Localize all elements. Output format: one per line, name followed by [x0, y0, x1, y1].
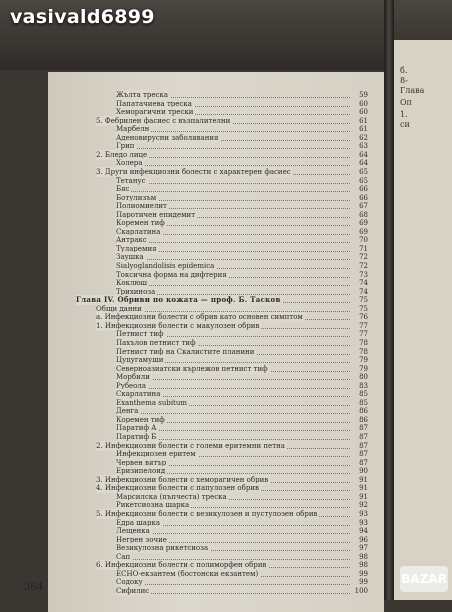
toc-entry-title: Паратиф А	[116, 424, 157, 433]
toc-entry-page: 83	[359, 381, 368, 390]
toc-entry-page: 93	[359, 509, 368, 518]
toc-entry-page: 73	[359, 270, 368, 279]
toc-entry-title: Морбили	[116, 373, 150, 382]
toc-entry-title: Марсилска (пъпчеста) треска	[116, 492, 227, 501]
toc-entry-page: 68	[359, 210, 368, 219]
toc-entry-page: 97	[359, 544, 368, 553]
toc-entry-page: 62	[359, 133, 368, 142]
toc-entry-page: 87	[359, 424, 368, 433]
toc-entry-title: Еризипелоид	[116, 467, 166, 476]
toc-entry-title: Коклюш	[116, 279, 148, 288]
toc-entry-title: Тетанус	[116, 176, 146, 185]
book-page	[48, 72, 384, 612]
toc-entry-title: Папатачиева треска	[116, 99, 192, 108]
toc-entry-title: Северноазиатски кърлежов петнист тиф	[116, 364, 268, 373]
dot-leader	[116, 176, 350, 184]
bazar-logo: BAZAR	[400, 566, 448, 592]
toc-entry-page: 92	[359, 501, 368, 510]
toc-entry-title: Токсична форма на дифтерия	[116, 270, 227, 279]
toc-entry-title: Петнист тиф	[116, 330, 164, 339]
toc-entry-page: 85	[359, 390, 368, 399]
toc-entry-page: 91	[359, 484, 368, 493]
toc-entry-title: ECHO-екзантем (бостонски екзантем)	[116, 569, 259, 578]
dot-leader	[116, 141, 350, 149]
toc-entry-title: Петнист тиф на Скалистите планини	[116, 347, 255, 356]
toc-entry-title: Пахълов петнист тиф	[116, 338, 196, 347]
toc-entry-title: Общи данни	[96, 304, 142, 313]
toc-entry-page: 66	[359, 185, 368, 194]
toc-entry-page: 86	[359, 407, 368, 416]
dot-leader	[116, 158, 350, 166]
toc-entry-page: 65	[359, 167, 368, 176]
toc-entry-page: 71	[359, 244, 368, 253]
toc-entry-title: Везикулозна рикетсиоза	[116, 544, 209, 553]
toc-entry-title: Рикетсиозна шарка	[116, 501, 190, 510]
toc-entry	[48, 586, 368, 596]
toc-entry-page: 98	[359, 561, 368, 570]
toc-entry-title: 1. Инфекциозни болести с макулозен обрив	[96, 321, 260, 330]
toc-entry-title: Жълта треска	[116, 91, 169, 99]
toc-entry-title: Холера	[116, 159, 143, 168]
toc-entry-page: 87	[359, 441, 368, 450]
toc-entry-page: 99	[359, 578, 368, 587]
toc-entry-title: Рубеола	[116, 381, 147, 390]
dot-leader	[116, 552, 350, 560]
toc-entry-title: Марбелн	[116, 125, 150, 134]
facing-page-text: 1.	[400, 110, 408, 119]
toc-entry-page: 79	[359, 356, 368, 365]
dot-leader	[116, 406, 350, 414]
toc-entry-page: 93	[359, 518, 368, 527]
toc-entry-title: 2. Бледо лице	[96, 150, 148, 159]
toc-entry-page: 90	[359, 467, 368, 476]
toc-entry-page: 65	[359, 176, 368, 185]
toc-entry-page: 63	[359, 142, 368, 151]
toc-entry-title: Инфекциозен еритем	[116, 450, 196, 459]
toc-entry-title: 4. Инфекциозни болести с папулозен обрив	[96, 484, 259, 493]
facing-page-text: 8-	[400, 76, 408, 85]
toc-entry-page: 67	[359, 202, 368, 211]
toc-entry-title: Бяс	[116, 185, 130, 194]
toc-entry-title: Паротичен епидемит	[116, 210, 196, 219]
toc-entry-page: 77	[359, 330, 368, 339]
toc-entry-title: Трихиноза	[116, 287, 156, 296]
toc-entry-title: 6. Инфекциозни болести с полиморфен обрив	[96, 561, 267, 570]
page-number: 364	[24, 582, 44, 593]
toc-entry-page: 74	[359, 279, 368, 288]
toc-entry-page: 72	[359, 253, 368, 262]
toc-entry-title: а. Инфекциозни болести с обрив като основен симптом	[96, 313, 303, 322]
toc-entry-page: 75	[359, 304, 368, 313]
facing-page-text: Оп	[400, 98, 412, 107]
toc-entry-page: 60	[359, 99, 368, 108]
toc-entry-title: Ботулизъм	[116, 193, 157, 202]
facing-page-text: Глава	[400, 86, 425, 95]
toc-entry-page: 99	[359, 569, 368, 578]
toc-entry-page: 86	[359, 415, 368, 424]
toc-entry-title: Паратиф Б	[116, 433, 157, 441]
toc-entry-page: 64	[359, 159, 368, 168]
toc-entry-page: 69	[359, 219, 368, 228]
toc-entry-page: 78	[359, 338, 368, 347]
toc-entry-page: 96	[359, 535, 368, 544]
facing-page-text: б.	[400, 66, 408, 75]
toc-entry-page: 94	[359, 527, 368, 536]
toc-entry-title: Глава IV. Обриви по кожата — проф. Б. Тасков	[76, 295, 281, 305]
toc-entry-page: 70	[359, 236, 368, 245]
toc-entry-title: Денга	[116, 407, 139, 416]
toc-entry-title: Туларемия	[116, 244, 157, 253]
facing-page-text: си	[400, 120, 410, 129]
toc-entry-page: 91	[359, 492, 368, 501]
toc-entry-title: Sialyoglandolisis epidemica	[116, 262, 215, 270]
dot-leader	[116, 278, 350, 286]
toc-entry-page: 59	[359, 91, 368, 99]
toc-entry-page: 91	[359, 475, 368, 484]
toc-entry-page: 74	[359, 287, 368, 296]
toc-entry-title: Лещенка	[116, 527, 150, 536]
toc-entry-page: 77	[359, 321, 368, 330]
toc-entry-page: 76	[359, 313, 368, 322]
toc-entry-title: Червен вятър	[116, 458, 167, 467]
toc-entry-page: 60	[359, 108, 368, 117]
dot-leader	[116, 381, 350, 389]
toc-entry-title: Скарлатина	[116, 227, 161, 236]
toc-entry-page: 78	[359, 347, 368, 356]
toc-entry-title: 5. Фебрилен фасиес с възпалителни	[96, 116, 231, 125]
toc-entry-title: Едра шарка	[116, 518, 161, 527]
toc-entry-page: 85	[359, 398, 368, 407]
toc-entry-title: 2. Инфекциозни болести с големи еритемни петна	[96, 441, 285, 450]
dot-leader	[116, 577, 350, 585]
toc-entry-title: 3. Инфекциозни болести с хеморагичен обрив	[96, 475, 269, 484]
toc-entry-title: Цуцугамуши	[116, 356, 164, 365]
toc-entry-title: Сап	[116, 552, 131, 561]
toc-entry-page: 75	[359, 296, 368, 305]
watermark: vasivald6899	[10, 6, 155, 28]
toc-entry-page: 64	[359, 150, 368, 159]
dot-leader	[116, 235, 350, 243]
toc-entry-title: Негрен зочие	[116, 535, 167, 544]
toc-entry-title: Заушка	[116, 253, 144, 262]
toc-entry-title: Скарлатина	[116, 390, 161, 399]
toc-entry-title: Хеморагични трески	[116, 108, 194, 117]
toc-entry-page: 61	[359, 125, 368, 134]
dot-leader	[116, 252, 350, 260]
toc-entry-page: 66	[359, 193, 368, 202]
dot-leader	[116, 184, 350, 192]
toc-entry-page: 87	[359, 433, 368, 441]
toc-entry-title: 5. Инфекциозни болести с везикулозен и пустулозен обрив	[96, 509, 318, 518]
toc-entry-title: Коремен тиф	[116, 415, 165, 424]
toc-entry-title: Exanthema subitum	[116, 398, 188, 407]
toc-entry-title: Коремен тиф	[116, 219, 165, 228]
toc-entry-title: Содоку	[116, 578, 143, 587]
toc-entry-title: Грип	[116, 142, 135, 151]
toc-entry-title: 3. Други инфекциозни болести с характерен фасиес	[96, 167, 291, 176]
toc-entry-page: 87	[359, 458, 368, 467]
toc-entry-title: Антракс	[116, 236, 147, 245]
toc-entry-title: Сифилис	[116, 586, 150, 595]
facing-page	[394, 40, 452, 600]
toc-entry-page: 79	[359, 364, 368, 373]
book-spine	[384, 0, 394, 600]
toc-entry-page: 100	[354, 586, 368, 595]
toc-entry-page: 69	[359, 227, 368, 236]
toc-entry-page: 72	[359, 262, 368, 270]
toc-entry-page: 61	[359, 116, 368, 125]
toc-entry-title: Полиомиелит	[116, 202, 167, 211]
toc-entry-title: Аденовирусни заболявания	[116, 133, 219, 142]
toc-entry-page: 80	[359, 373, 368, 382]
toc-entry-page: 98	[359, 552, 368, 561]
toc-entry-page: 87	[359, 450, 368, 459]
